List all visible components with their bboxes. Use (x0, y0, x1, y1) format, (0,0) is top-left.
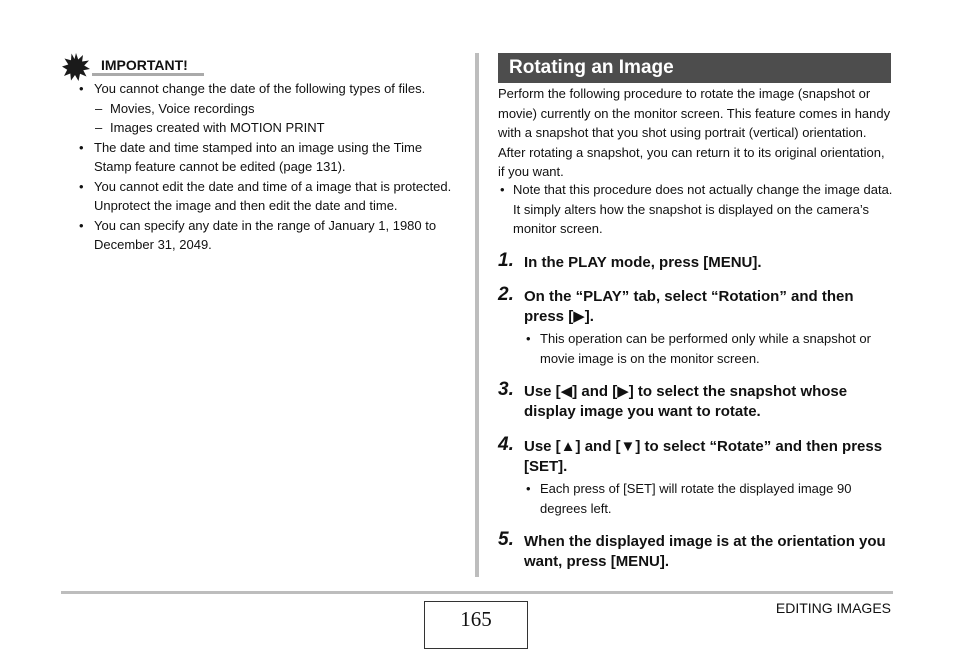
step-1 (498, 250, 893, 273)
step-2 (498, 284, 893, 368)
page-number: 165 (460, 607, 492, 631)
step-text: In the PLAY mode, press [MENU]. (524, 254, 762, 271)
step-3 (498, 379, 893, 422)
important-list (78, 79, 460, 255)
list-item: • You cannot edit the date and time of a image that is protected. Unprotect the image and then edit the date and time. (78, 177, 460, 216)
list-item: • You can specify any date in the range of January 1, 1980 to December 31, 2049. (78, 216, 460, 255)
list-item: • The date and time stamped into an image using the Time Stamp feature cannot be edited (page 131). (78, 138, 460, 177)
list-item: • You cannot change the date of the following types of files. (78, 79, 460, 99)
step-text: Use [▲] and [▼] to select “Rotate” and then press [SET]. (524, 438, 883, 475)
step-number: 4. (498, 434, 514, 455)
important-title: IMPORTANT! (101, 57, 188, 73)
column-divider (475, 53, 479, 577)
step-number: 2. (498, 284, 514, 305)
section-title: Rotating an Image (498, 53, 891, 83)
step-sub-item: • Each press of [SET] will rotate the displayed image 90 degrees left. (524, 479, 893, 518)
step-text: When the displayed image is at the orientation you want, press [MENU]. (524, 533, 886, 570)
list-item: – Images created with MOTION PRINT (78, 118, 460, 138)
step-4 (498, 434, 893, 518)
step-sub-item: • This operation can be performed only while a snapshot or movie image is on the monitor screen. (524, 329, 893, 368)
footer-rule (61, 591, 893, 594)
important-underline (92, 73, 204, 76)
step-text: Use [◀] and [▶] to select the snapshot whose display image you want to rotate. (524, 383, 848, 420)
starburst-icon (62, 53, 90, 81)
section-intro: Perform the following procedure to rotate the image (snapshot or movie) currently on the monitor screen. This feature comes in handy with a snapshot that you shot using portrait (vertical) orientation. After rotating a snapshot, you can return it to its original orientation, if you want. (498, 86, 891, 179)
chapter-title: EDITING IMAGES (775, 600, 891, 616)
step-text: On the “PLAY” tab, select “Rotation” and then press [▶]. (524, 288, 854, 325)
note-item: • Note that this procedure does not actually change the image data. It simply alters how the snapshot is displayed on the camera’s monitor screen. (498, 180, 893, 239)
step-5 (498, 529, 893, 572)
list-item: – Movies, Voice recordings (78, 99, 460, 119)
step-sub-list (524, 329, 893, 368)
step-number: 1. (498, 250, 514, 271)
step-number: 3. (498, 379, 514, 400)
step-number: 5. (498, 529, 514, 550)
step-sub-list (524, 479, 893, 518)
section-note (498, 180, 893, 239)
